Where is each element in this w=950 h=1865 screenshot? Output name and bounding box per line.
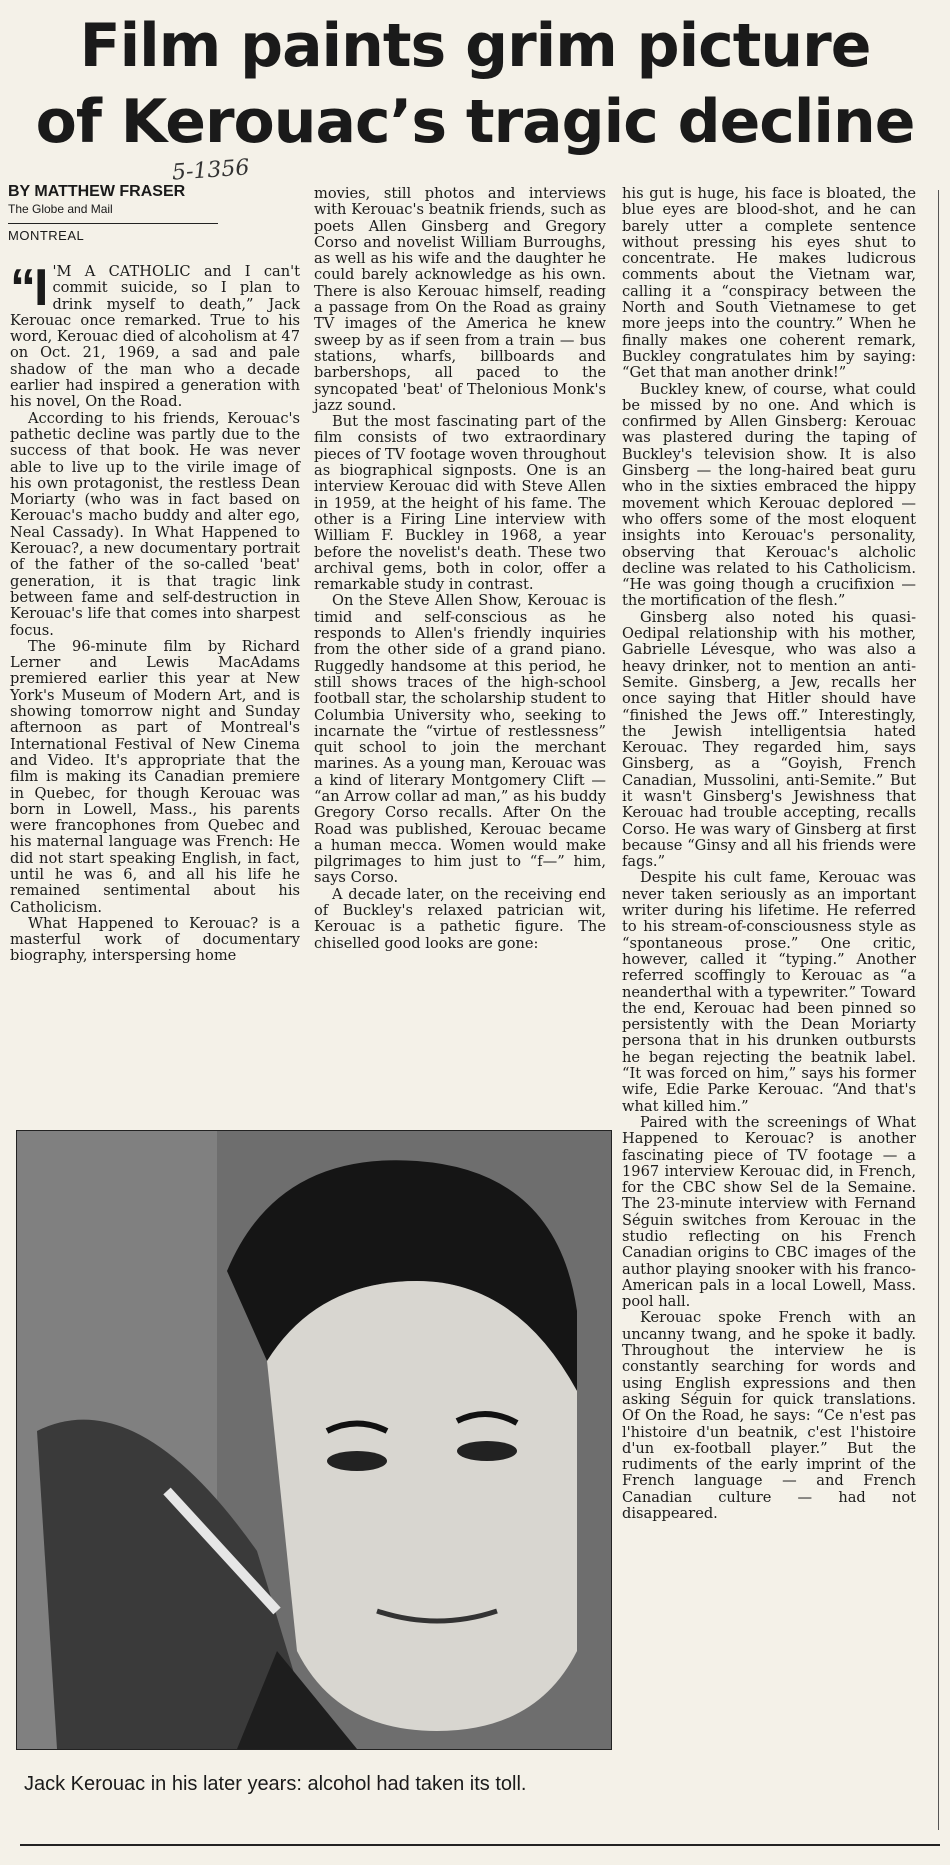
article-paragraph: What Happened to Kerouac? is a masterful work of documentary biography, interspersing home [10, 914, 300, 965]
article-paragraph: Buckley knew, of course, what could be missed by no one. And which is confirmed by Allen Ginsberg: Kerouac was plastered during the taping of Buckley's television show. It is also Ginsberg — the long-haired beat guru who in the sixties embraced the hippy movement which Kerouac deplored — who offers some of the most eloquent insights into Kerouac's personality, observing that Kerouac's alcholic decline was related to his Catholicism. “He was going though a crucifixion — the mortification of the flesh.” [622, 380, 916, 610]
article-paragraph: his gut is huge, his face is bloated, the blue eyes are blood-shot, and he can barely utter a complete sentence without pressing his eyes shut to concentrate. He makes ludicrous comments about the Vietnam war, calling it a “conspiracy between the North and South Vietnamese to get more jeeps into the country.” When he finally makes one coherent remark, Buckley congratulates him by saying: “Get that man another drink!” [622, 185, 916, 382]
handwritten-note: 5-1356 [171, 155, 251, 186]
column-divider [938, 190, 939, 1830]
article-paragraph: According to his friends, Kerouac's pathetic decline was partly due to the success of that book. He was never able to live up to the virile image of his own protagonist, the restless Dean Moriarty (who was in fact based on Kerouac's macho buddy and alter ego, Neal Cassady). In What Happened to Kerouac?, a new documentary portrait of the father of the so-called 'beat' generation, it is that tragic link between fame and self-destruction in Kerouac's life that comes into sharpest focus. [10, 409, 300, 639]
byline-rule [8, 223, 218, 224]
headline-line-2: of Kerouac’s tragic decline [35, 87, 915, 157]
publication-name: The Globe and Mail [8, 202, 113, 216]
bottom-rule [20, 1844, 940, 1846]
dateline: MONTREAL [8, 228, 85, 243]
article-paragraph: A decade later, on the receiving end of Buckley's relaxed patrician wit, Kerouac is a pathetic figure. The chiselled good looks are gone: [314, 885, 606, 952]
article-column-1 [10, 259, 300, 965]
eye-left [327, 1451, 387, 1471]
article-column-2 [314, 186, 606, 952]
article-column-3 [622, 186, 916, 1522]
article-paragraph: Kerouac spoke French with an uncanny twang, and he spoke it badly. Throughout the interview he is constantly searching for words and using English expressions and then asking Séguin for quick translations. Of On the Road, he says: “Ce n'est pas l'histoire d'un beatnik, c'est l'histoire d'un ex-football player.” But the rudiments of the early imprint of the French language — and French Canadian culture — had not disappeared. [622, 1309, 916, 1523]
article-paragraph: Ginsberg also noted his quasi-Oedipal relationship with his mother, Gabrielle Lévesque, who was also a heavy drinker, not to mention an anti-Semite. Ginsberg, a Jew, recalls her once saying that Hitler should have “finished the Jews off.” Interestingly, the Jewish intelligentsia hated Kerouac. They regarded him, says Ginsberg, as a “Goyish, French Canadian, Mussolini, anti-Semite.” But it wasn't Ginsberg's Jewishness that Kerouac had trouble accepting, recalls Corso. He was wary of Ginsberg at first because “Ginsy and all his friends were fags.” [622, 608, 916, 871]
face-shape [267, 1281, 577, 1731]
article-paragraph: On the Steve Allen Show, Kerouac is timid and self-conscious as he responds to Allen's friendly inquiries from the other side of a grand piano. Ruggedly handsome at this period, he still shows traces of the high-school football star, the scholarship student to Columbia University who, seeking to incarnate the “virtue of restlessness” quit school to join the merchant marines. As a young man, Kerouac was a kind of literary Montgomery Clift — “an Arrow collar ad man,” as his buddy Gregory Corso recalls. After On the Road was published, Kerouac became a human mecca. Women would make pilgrimages to him just to “f—” him, says Corso. [314, 592, 606, 887]
paragraph-text: 'M A CATHOLIC and I can't commit suicide, so I plan to drink myself to death,” Jack Kerouac once remarked. True to his word, Kerouac died of alcoholism at 47 on Oct. 21, 1969, a sad and pale shadow of the man who a decade earlier had inspired a generation with his novel, On the Road. [10, 263, 300, 411]
drop-cap: “I [10, 259, 47, 317]
article-paragraph: movies, still photos and interviews with Kerouac's beatnik friends, such as poets Allen Ginsberg and Gregory Corso and novelist William Burroughs, as well as his wife and the daughter he could barely acknowledge as his own. There is also Kerouac himself, reading a passage from On the Road as grainy TV images of the America he knew sweep by as if seen from a train — bus stations, wharfs, billboards and barbershops, all paced to the syncopated 'beat' of Thelonious Monk's jazz sound. [314, 185, 606, 414]
kerouac-portrait-photo [16, 1130, 612, 1750]
headline-line-1: Film paints grim picture [79, 11, 871, 81]
headline [0, 8, 950, 160]
article-paragraph: Despite his cult fame, Kerouac was never taken seriously as an important writer during his lifetime. He referred to his stream-of-consciousness style as “spontaneous prose.” One critic, however, called it “typing.” Another referred scoffingly to Kerouac as “a neanderthal with a typewriter.” Toward the end, Kerouac had been pinned so persistently with the Dean Moriarty persona that in his drunken outbursts he began rejecting the beatnik label. “It was forced on him,” says his former wife, Edie Parke Kerouac. “And that's what killed him.” [622, 869, 916, 1115]
article-paragraph: The 96-minute film by Richard Lerner and Lewis MacAdams premiered earlier this year at New York's Museum of Modern Art, and is showing tomorrow night and Sunday afternoon as part of Montreal's International Festival of New Cinema and Video. It's appropriate that the film is making its Canadian premiere in Quebec, for though Kerouac was born in Lowell, Mass., his parents were francophones from Quebec and his maternal language was French: He did not start speaking English, in fact, until he was 6, and all his life he remained sentimental about his Catholicism. [10, 637, 300, 916]
byline [8, 183, 218, 243]
article-paragraph [10, 259, 300, 411]
article-paragraph: Paired with the screenings of What Happened to Kerouac? is another fascinating piece of TV footage — a 1967 interview Kerouac did, in French, for the CBC show Sel de la Semaine. The 23-minute interview with Fernand Séguin switches from Kerouac in the studio reflecting on his French Canadian origins to CBC images of the author playing snooker with his franco-American pals in a local Lowell, Mass. pool hall. [622, 1113, 916, 1311]
photo-caption: Jack Kerouac in his later years: alcohol had taken its toll. [24, 1773, 527, 1795]
article-paragraph: But the most fascinating part of the film consists of two extraordinary pieces of TV footage woven throughout as biographical signposts. One is an interview Kerouac did with Steve Allen in 1959, at the height of his fame. The other is a Firing Line interview with William F. Buckley in 1968, a year before the novelist's death. These two archival gems, both in color, offer a remarkable study in contrast. [314, 413, 606, 594]
portrait-illustration [17, 1131, 611, 1749]
author-name: BY MATTHEW FRASER [8, 183, 186, 200]
eye-right [457, 1441, 517, 1461]
